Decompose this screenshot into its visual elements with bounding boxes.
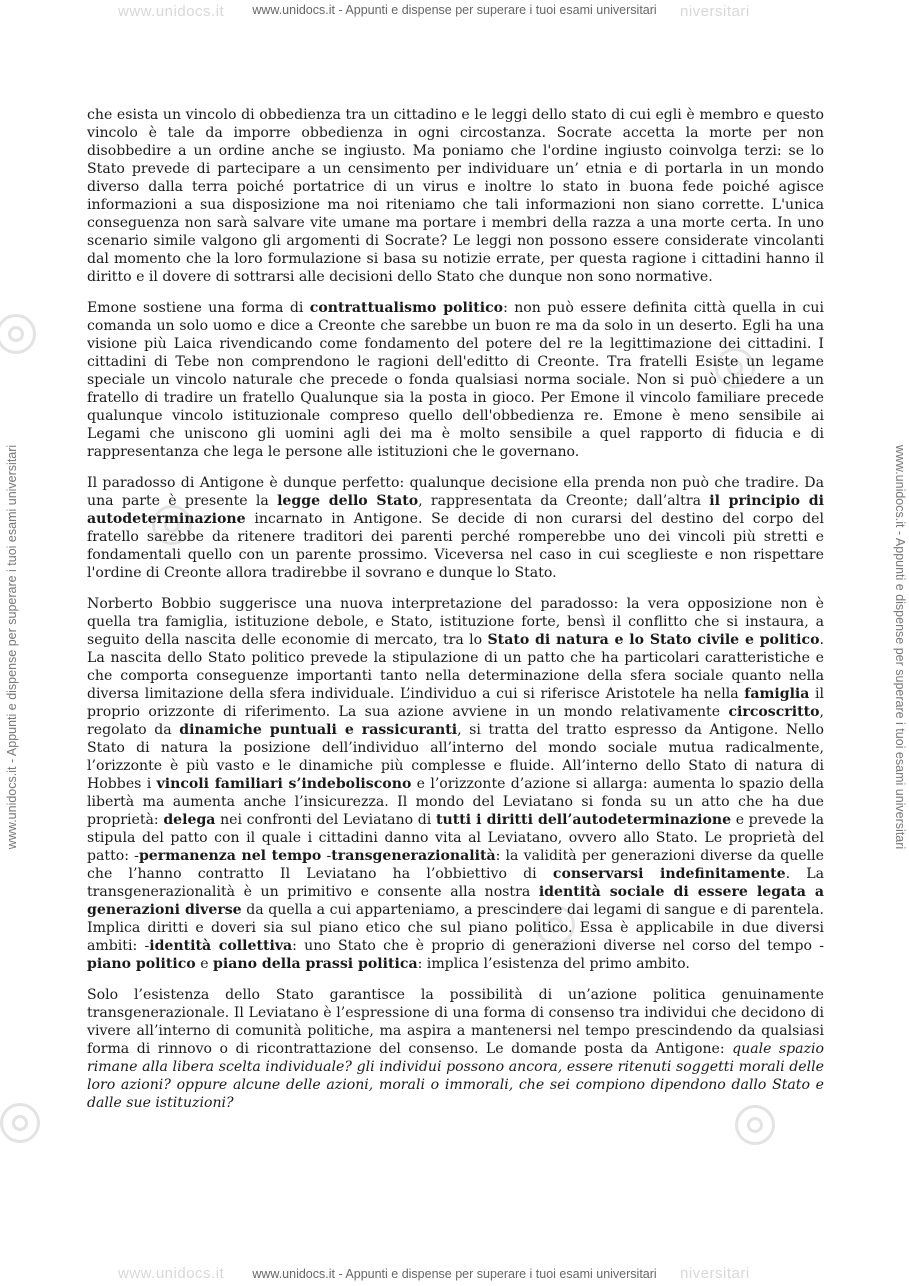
text-run: . La nascita dello Stato politico prevede la stipulazione di un patto che ha particolari caratteristiche e che comporta conseguenze importanti tanto nella determinazione della sfera sociale quanto nella diversa limitazione della sfera individuale. L’individuo a cui si riferisce Aristotele ha nella [87,632,824,702]
bold-text: contrattualismo politico [309,300,504,316]
bold-text: piano politico [87,956,196,972]
watermark-logo-icon [0,314,36,354]
text-run: : implica l’esistenza del primo ambito. [417,956,690,972]
watermark-bottom: www.unidocs.it - Appunti e dispense per superare i tuoi esami universitari [252,1267,657,1281]
text-run: che esista un vincolo di obbedienza tra un cittadino e le leggi dello stato di cui egli è membro e questo vincolo è tale da imporre obbedienza in ogni circostanza. Socrate accetta la morte per non disobbedire a un ordine anche se ingiusto. Ma poniamo che l'ordine ingiusto coinvolga terzi: se lo Stato prevede di partecipare a un censimento per individuare un’ etnia e di portarla in un mondo diverso dalla terra poiché portatrice di un virus e inoltre lo stato in buona fede poiché agisce informazioni a sua disposizione ma noi riteniamo che tali informazioni non siano corrette. L'unica conseguenza non sarà salvare vite umane ma portare i membri della razza a una morte certa. In uno scenario simile valgono gli argomenti di Socrate? Le leggi non possono essere considerate vincolanti dal momento che la loro formulazione si basa su notizie errate, per questa ragione i cittadini hanno il diritto e il dovere di sottrarsi alle decisioni dello Stato che dunque non sono normative. [87,107,824,285]
bold-text: conservarsi indefinitamente [552,866,786,882]
text-run: e prevede la stipula del patto con il quale i cittadini danno vita al Leviatano, ovvero allo Stato. Le proprietà del patto: - [87,812,824,864]
watermark-logo-icon [0,1103,40,1143]
bold-text: circoscritto [728,704,820,720]
bold-text: delega [163,812,216,828]
text-run: : la validità per generazioni diverse da quelle che l’hanno contratto Il Leviatano ha l’obbiettivo di [87,848,824,882]
paragraph [87,106,824,286]
watermark-faint-top-left: www.unidocs.it [118,3,225,20]
bold-text: il principio di autodeterminazione [87,493,824,527]
text-run: Solo l’esistenza dello Stato garantisce la possibilità di un’azione politica genuinamente transgenerazionale. Il Leviatano è l’espressione di una forma di consenso tra individui che decidono di vivere all’interno di comunità politiche, ma aspira a mantenersi nel tempo prescindendo da qualsiasi forma di rinnovo o di ricontrattazione del consenso. Le domande posta da Antigone: [87,987,824,1057]
watermark-right: www.unidocs.it - Appunti e dispense per superare i tuoi esami universitari [893,444,907,850]
text-run: il proprio orizzonte di riferimento. La sua azione avviene in un mondo relativamente [87,686,824,720]
text-run: Il paradosso di Antigone è dunque perfetto: qualunque decisione ella prenda non può che tradire. Da una parte è presente la [87,475,824,509]
text-run: : uno Stato che è proprio di generazioni diverse nel corso del tempo - [292,938,824,954]
document-body [87,106,824,1125]
text-run: e l’orizzonte d’azione si allarga: aumenta lo spazio della libertà ma aumenta anche l’insicurezza. Il mondo del Leviatano si fonda su un atto che ha due proprietà: [87,776,824,828]
text-run: , regolato da [87,704,824,738]
text-run: . La transgenerazionalità è un primitivo e consente alla nostra [87,866,824,900]
paragraph [87,474,824,582]
bold-text: tutti i diritti dell’autodeterminazione [435,812,732,828]
text-run: , rappresentata da Creonte; dall’altra [418,493,710,509]
text-run: da quella a cui apparteniamo, a prescindere dai legami di sangue e di parentela. Implica diritti e doveri sia sul piano etico che sul piano politico. Essa è applicabile in due diversi ambiti: - [87,902,824,954]
bold-text: identità sociale di essere legata a generazioni diverse [87,884,825,918]
text-run: nei confronti del Leviatano di [215,812,436,828]
watermark-faint-top-right: niversitari [680,3,750,20]
watermark-faint-bottom-left: www.unidocs.it [118,1265,225,1282]
text-run: Emone sostiene una forma di [87,300,310,316]
paragraph [87,986,824,1112]
bold-text: piano della prassi politica [213,956,418,972]
paragraph [87,595,824,973]
text-run: : non può essere definita città quella in cui comanda un solo uomo e dice a Creonte che sarebbe un buon re ma da solo in un deserto. Egli ha una visione più Laica rivendicando come fondamento del potere del re la legittimazione dei cittadini. I cittadini di Tebe non comprendono le ragioni dell'editto di Creonte. Tra fratelli Esiste un legame speciale un vincolo naturale che precede o fonda qualsiasi norma sociale. Non si può chiedere a un fratello di tradire un fratello Qualunque sia la posta in gioco. Per Emone il vincolo familiare precede qualunque vincolo istituzionale compreso quello dell'obbedienza re. Emone è meno sensibile ai Legami che uniscono gli uomini agli dei ma è molto sensibile a quel rapporto di fiducia e di rappresentanza che lega le persone alle istituzioni che le governano. [87,300,824,460]
bold-text: permanenza nel tempo [138,848,322,864]
watermark-left: www.unidocs.it - Appunti e dispense per superare i tuoi esami universitari [5,444,19,850]
text-run: incarnato in Antigone. Se decide di non curarsi del destino del corpo del fratello sarebbe da ritenere traditori dei parenti perché romperebbe uno dei vincoli più stretti e fondamentali quello con un parente prossimo. Viceversa nel caso in cui sceglieste e non rispettare l'ordine di Creonte allora tradirebbe il sovrano e dunque lo Stato. [87,511,824,581]
text-run: e [195,956,214,972]
bold-text: legge dello Stato [277,493,419,509]
text-run: Norberto Bobbio suggerisce una nuova interpretazione del paradosso: la vera opposizione non è quella tra famiglia, istituzione debole, e Stato, istituzione forte, bensì il conflitto che si instaura, a seguito della nascita delle economie di mercato, tra lo [87,596,824,648]
bold-text: vincoli familiari s’indeboliscono [156,776,412,792]
bold-text: identità collettiva [149,938,293,954]
watermark-top: www.unidocs.it - Appunti e dispense per superare i tuoi esami universitari [252,3,657,17]
italic-text: quale spazio rimane alla libera scelta individuale? gli individui possono ancora, essere ritenuti soggetti morali delle loro azioni? oppure alcune delle azioni, morali o immorali, che sei compiono dipendono dallo Stato e dalle sue istituzioni? [87,1041,825,1111]
text-run: , si tratta del tratto espresso da Antigone. Nello Stato di natura la posizione dell’individuo all’interno del mondo sociale mutua radicalmente, l’orizzonte è più vasto e le dinamiche più complesse e fluide. All’interno dello Stato di natura di Hobbes i [87,722,825,792]
text-run: - [321,848,332,864]
bold-text: famiglia [744,686,810,702]
bold-text: transgenerazionalità [331,848,496,864]
paragraph [87,299,824,461]
bold-text: dinamiche puntuali e rassicuranti [179,722,458,738]
bold-text: Stato di natura e lo Stato civile e politico [487,632,820,648]
watermark-faint-bottom-right: niversitari [680,1265,750,1282]
